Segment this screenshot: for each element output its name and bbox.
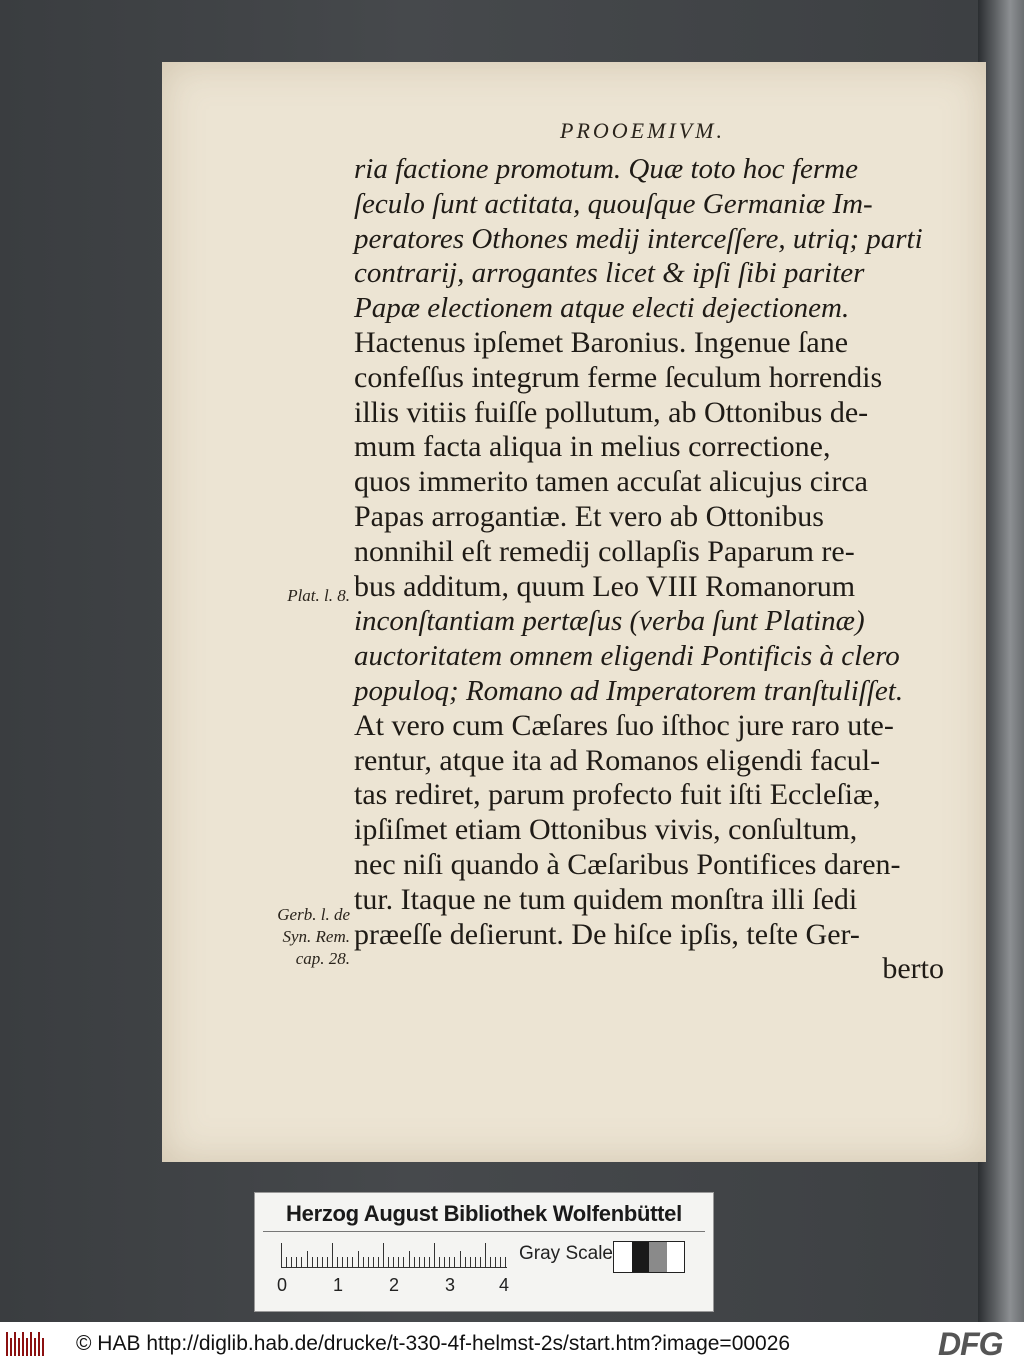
scale-ruler: [281, 1243, 507, 1268]
gray-swatch: [649, 1242, 667, 1272]
ruler-tick: [327, 1257, 328, 1267]
ruler-tick: [373, 1257, 374, 1267]
scale-number-0: 0: [277, 1275, 288, 1295]
gray-scale-label: Gray Scale: [519, 1243, 613, 1264]
ruler-tick: [286, 1257, 287, 1267]
margin-note-gerbert-1: Gerb. l. de: [277, 905, 350, 924]
viewer-footer: [0, 1322, 1024, 1366]
logo-bar: [38, 1332, 40, 1356]
library-name: Herzog August Bibliothek Wolfenbüttel: [286, 1201, 682, 1226]
ruler-tick: [352, 1257, 353, 1267]
scale-number-3: 3: [445, 1275, 456, 1295]
color-reference-plate: [254, 1192, 714, 1312]
logo-bar: [14, 1332, 16, 1356]
ruler-tick: [444, 1257, 445, 1267]
running-head: PROOEMIVM.: [560, 118, 726, 143]
ruler-tick: [322, 1257, 323, 1267]
plate-divider: [263, 1231, 705, 1232]
ruler-tick: [505, 1257, 506, 1267]
ruler-tick: [490, 1257, 491, 1267]
ruler-tick: [363, 1257, 364, 1267]
ruler-tick: [281, 1243, 282, 1267]
ruler-tick: [393, 1257, 394, 1267]
text-line: inconſtantiam pertæſus (verba ſunt Platinæ): [354, 605, 865, 638]
logo-bar: [6, 1332, 8, 1356]
text-line: bus additum, quum Leo VIII Romanorum: [354, 569, 856, 603]
ruler-tick: [434, 1243, 435, 1267]
logo-bar: [42, 1338, 44, 1356]
text-line: ipſiſmet etiam Ottonibus vivis, conſultum,: [354, 813, 858, 847]
scale-number-4: 4: [499, 1275, 510, 1295]
text-line: tur. Itaque ne tum quidem monſtra illi ſedi: [354, 882, 858, 916]
gray-swatch: [632, 1242, 650, 1272]
ruler-tick: [347, 1257, 348, 1267]
text-line: contrarij, arrogantes licet & ipſi ſibi pariter: [354, 257, 865, 290]
text-line: Papas arrogantiæ. Et vero ab Ottonibus: [354, 500, 824, 533]
ruler-tick: [485, 1243, 486, 1267]
ruler-tick: [439, 1257, 440, 1267]
ruler-tick: [414, 1257, 415, 1267]
logo-bar: [10, 1338, 12, 1356]
ruler-tick: [419, 1257, 420, 1267]
ruler-tick: [403, 1257, 404, 1267]
logo-bar: [34, 1338, 36, 1356]
text-line: nec niſi quando à Cæſaribus Pontifices daren-: [354, 848, 901, 881]
text-line: tas rediret, parum profecto fuit iſti Eccleſiæ,: [354, 778, 881, 812]
logo-bar: [26, 1338, 28, 1356]
ruler-tick: [475, 1257, 476, 1267]
catchword: berto: [882, 952, 944, 986]
ruler-tick: [368, 1257, 369, 1267]
ruler-tick: [480, 1257, 481, 1267]
ruler-tick: [388, 1257, 389, 1267]
logo-bar: [22, 1332, 24, 1356]
ruler-tick: [470, 1257, 471, 1267]
ruler-tick: [317, 1257, 318, 1267]
logo-bar: [30, 1332, 32, 1356]
ruler-tick: [296, 1257, 297, 1267]
dfg-logo: DFG: [938, 1326, 1003, 1362]
ruler-tick: [460, 1251, 461, 1267]
ruler-tick: [449, 1257, 450, 1267]
text-line: At vero cum Cæſares ſuo iſthoc jure raro ute-: [354, 708, 894, 742]
text-line: auctoritatem omnem eligendi Pontificis à clero: [354, 640, 900, 673]
ruler-tick: [424, 1257, 425, 1267]
text-line: populoq; Romano ad Imperatorem tranſtuliſſet.: [354, 675, 904, 707]
gray-swatch: [614, 1242, 632, 1272]
copyright-url[interactable]: © HAB http://diglib.hab.de/drucke/t-330-4f-helmst-2s/start.htm?image=00026: [76, 1332, 791, 1355]
text-line: ſeculo ſunt actitata, quouſque Germaniæ Im-: [354, 187, 873, 220]
text-line: quos immerito tamen accuſat alicujus circa: [354, 465, 868, 499]
text-line: Hactenus ipſemet Baronius. Ingenue ſane: [354, 326, 849, 359]
ruler-tick: [429, 1257, 430, 1267]
scale-number-1: 1: [333, 1275, 344, 1295]
text-line: præeſſe deſierunt. De hiſce ipſis, teſte Ger-: [354, 917, 860, 951]
ruler-tick: [454, 1257, 455, 1267]
margin-note-gerbert-3: cap. 28.: [295, 949, 350, 968]
ruler-tick: [291, 1257, 292, 1267]
logo-bar: [18, 1338, 20, 1356]
text-line: confeſſus integrum ferme ſeculum horrendis: [354, 360, 883, 394]
ruler-tick: [495, 1257, 496, 1267]
text-line: peratores Othones medij interceſſere, utriq; parti: [354, 222, 923, 255]
ruler-tick: [342, 1257, 343, 1267]
ruler-tick: [398, 1257, 399, 1267]
ruler-tick: [465, 1257, 466, 1267]
text-line: Papæ electionem atque electi dejectionem.: [354, 292, 850, 325]
ruler-tick: [378, 1257, 379, 1267]
ruler-tick: [383, 1243, 384, 1267]
gray-scale-swatches: [613, 1241, 685, 1273]
ruler-tick: [358, 1251, 359, 1267]
ruler-tick: [409, 1251, 410, 1267]
margin-note-platina: Plat. l. 8.: [287, 586, 350, 605]
text-line: rentur, atque ita ad Romanos eligendi facul-: [354, 743, 881, 777]
hab-logo-icon: [6, 1332, 48, 1356]
margin-note-gerbert-2: Syn. Rem.: [282, 927, 350, 946]
ruler-tick: [312, 1257, 313, 1267]
gray-swatch: [667, 1242, 685, 1272]
ruler-tick: [301, 1257, 302, 1267]
text-line: illis vitiis fuiſſe pollutum, ab Ottonibus de-: [354, 395, 869, 429]
ruler-tick: [332, 1243, 333, 1267]
text-line: mum facta aliqua in melius correctione,: [354, 430, 831, 464]
text-line: ria factione promotum. Quæ toto hoc ferme: [354, 153, 858, 185]
text-line: nonnihil eſt remedij collapſis Paparum re-: [354, 534, 855, 568]
ruler-tick: [500, 1257, 501, 1267]
scale-number-2: 2: [389, 1275, 400, 1295]
ruler-tick: [337, 1257, 338, 1267]
ruler-tick: [307, 1251, 308, 1267]
